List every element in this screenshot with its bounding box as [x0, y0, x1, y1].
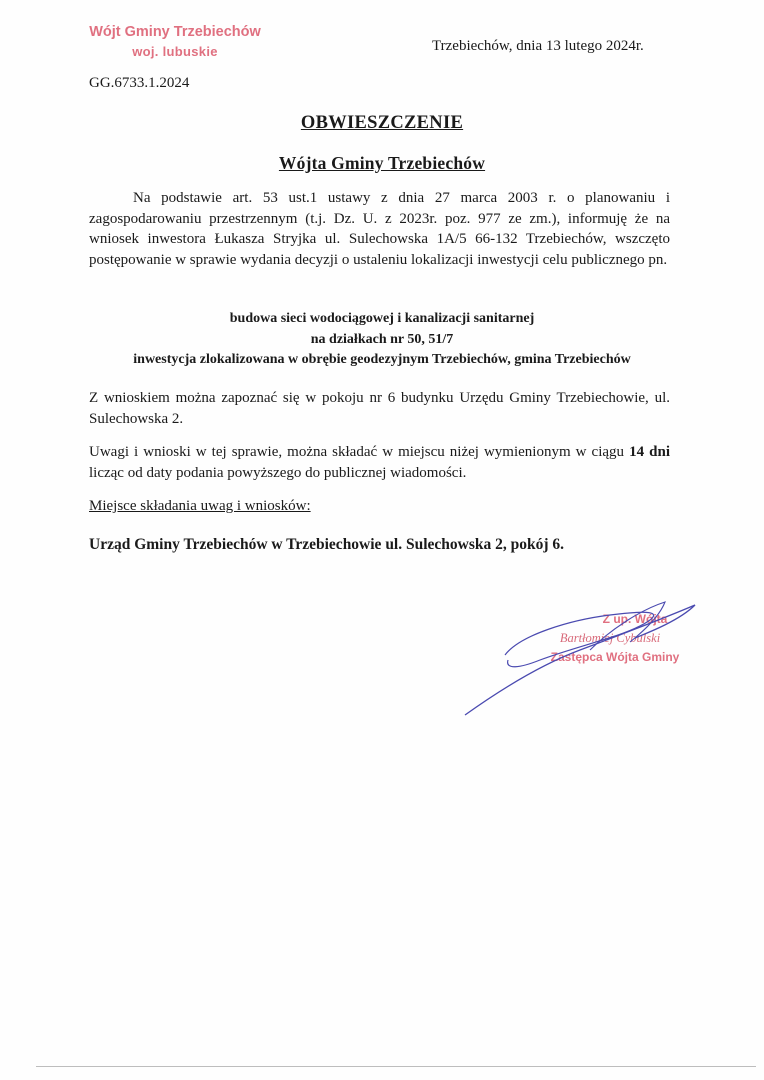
stamp-line-office: Wójt Gminy Trzebiechów	[89, 24, 261, 40]
investment-location: inwestycja zlokalizowana w obrębie geodezyjnym Trzebiechów, gmina Trzebiechów	[133, 352, 631, 367]
reference-number: GG.6733.1.2024	[89, 75, 190, 91]
signature-stamp-role: Zastępca Wójta Gminy	[550, 650, 680, 664]
comments-text-part1: Uwagi i wnioski w tej sprawie, można składać w miejscu niżej wymienionym w ciągu	[89, 444, 630, 460]
stamp-line-voivodeship: woj. lubuskie	[132, 44, 218, 59]
intro-paragraph: Na podstawie art. 53 ust.1 ustawy z dnia 27 marca 2003 r. o planowaniu i zagospodarowaniu przestrzennym (t.j. Dz. U. z 2023r. poz. 977 ze zm.), informuję że na wniosek inwestora Łukasza Stryjka ul. Sulechowska 1A/5 66-132 Trzebiechów, wszczęto postępowanie w sprawie wydania decyzji o ustaleniu lokalizacji inwestycji celu publicznego pn.	[89, 190, 670, 268]
handwritten-signature	[460, 590, 710, 720]
document-subtitle: Wójta Gminy Trzebiechów	[278, 153, 486, 173]
submission-place-value: Urząd Gminy Trzebiechów w Trzebiechowie ul. Sulechowska 2, pokój 6.	[89, 536, 565, 553]
document-title: OBWIESZCZENIE	[300, 113, 464, 133]
signature-stamp-authority: Z up. Wójta	[602, 612, 668, 626]
comments-deadline: 14 dni	[629, 444, 670, 460]
inspection-paragraph: Z wnioskiem można zapoznać się w pokoju nr 6 budynku Urzędu Gminy Trzebiechowie, ul. Sulechowska 2.	[89, 390, 670, 427]
comments-text-part2: licząc od daty podania powyższego do publicznej wiadomości.	[89, 464, 467, 481]
document-date: Trzebiechów, dnia 13 lutego 2024r.	[432, 38, 644, 54]
organization-stamp	[80, 22, 270, 62]
signature-stamp-name: Bartłomiej Cybulski	[559, 631, 661, 645]
investment-plots: na działkach nr 50, 51/7	[310, 332, 454, 347]
comments-paragraph	[89, 442, 670, 483]
page-bottom-rule	[36, 1066, 756, 1067]
submission-place-label: Miejsce składania uwag i wniosków:	[89, 498, 311, 514]
investment-name: budowa sieci wodociągowej i kanalizacji sanitarnej	[229, 311, 535, 326]
